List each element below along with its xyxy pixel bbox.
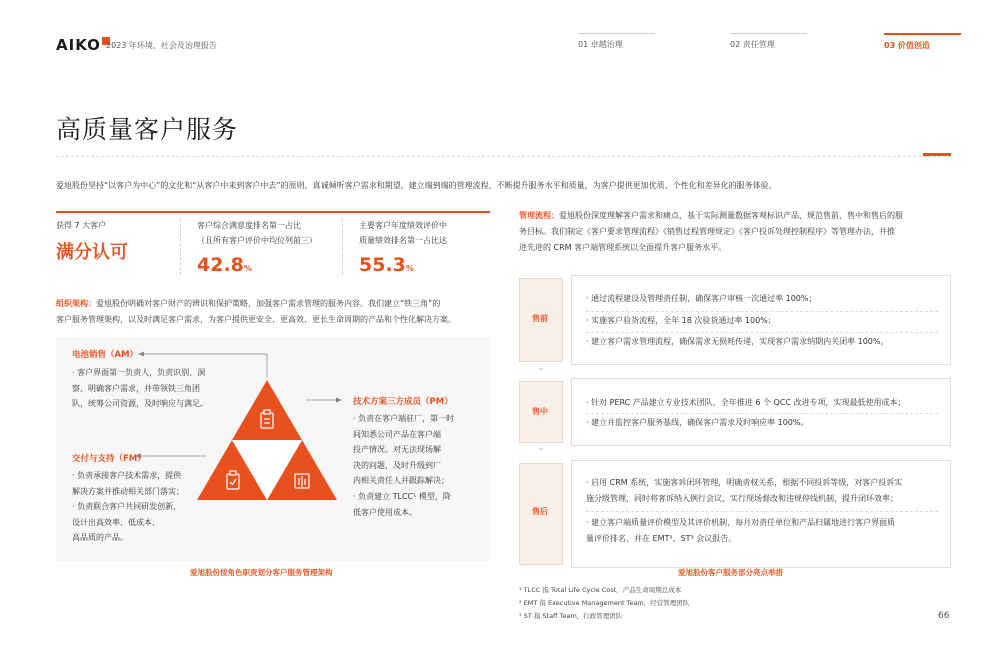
stage-insales [519, 378, 951, 444]
title-accent-bar [923, 153, 951, 156]
stat-label: 获得 7 大客户 [56, 221, 107, 230]
footnote-st: ³ ST 指 Staff Team，行政管理团队 [519, 612, 623, 620]
fm-title: 交付与支持（FM） [72, 454, 146, 464]
stage-divider [586, 413, 938, 414]
stat-divider [342, 219, 343, 275]
footnote-emt: ² EMT 指 Executive Management Team，经营管理团队 [519, 599, 690, 607]
stage-tag-label: 售前 [532, 314, 548, 323]
nav-responsibility[interactable]: 02 责任管理 [730, 33, 807, 50]
pm-arrow [336, 398, 342, 403]
stage-item: · 实施客户验货流程，全年 18 次验货通过率 100%； [586, 316, 776, 325]
process-paragraph-line2: 务目标。我们制定《客户要求管理流程》《销售过程管理规定》《客户投诉处理控制程序》等管理办法，并推 [519, 227, 895, 236]
stage-tag-label: 售后 [532, 507, 548, 516]
stages-caption: 爱旭股份客户服务部分亮点举措 [678, 568, 783, 577]
stat-sublabel: （且所有客户评价中均位列前三） [197, 236, 317, 245]
process-paragraph: 管理流程：爱旭股份深度理解客户需求和痛点，基于实际测量数据客观标识产品，规范售前、售中和售后的服 [519, 211, 903, 220]
pm-title: 技术方案三方成员（PM） [353, 397, 453, 407]
am-arrow [138, 352, 144, 357]
diagram-caption: 爱旭股份按角色职责划分客户服务管理架构 [190, 568, 333, 577]
stat-divider [180, 219, 181, 275]
footnote-tlcc: ¹ TLCC 指 Total Life Cycle Cost，产品生命周期总成本 [519, 586, 682, 594]
stat-label: 客户综合满意度排名第一占比 [197, 221, 301, 230]
stage-divider [586, 332, 938, 333]
page-number: 66 [938, 611, 950, 621]
stage-item: · 建立客户端质量评价模型及其评价机制，每月对责任单位和产品归属地进行客户界面质 [586, 518, 896, 527]
stage-item: · 建立客户需求管理流程，确保需求无损耗传递，实现客户需求纳期内关闭率 100%。 [586, 337, 889, 346]
stage-content-box [571, 460, 951, 568]
stage-presales [519, 275, 951, 365]
stat-value: 满分认可 [56, 242, 128, 263]
process-paragraph-line3: 进先进的 CRM 客户端管理系统以全面提升客户服务水平。 [519, 243, 727, 252]
aiko-logo: AIKO [56, 36, 110, 54]
stat-sublabel: 质量绩效排名第一占比达 [359, 236, 447, 245]
chevron-down-icon: ⌄ [537, 443, 545, 453]
org-paragraph: 组织架构：爱旭股份明确对客户财产的辨识和保护策略，加强客户需求管理的服务内容。我们建立“铁三角”的 [56, 299, 441, 308]
stat-value: 42.8% [197, 254, 252, 276]
stage-item: · 通过流程建设及管理责任制，确保客户审核一次通过率 100%； [586, 294, 817, 303]
stage-item: · 建立并监控客户服务基线，确保客户需求及时响应率 100%。 [586, 418, 809, 427]
stage-item: · 启用 CRM 系统，实施客诉闭环管理，明确责权关系，根据不同投诉等级，对客户投诉实 [586, 478, 903, 487]
nav-value-creation[interactable]: 03 价值创造 [884, 33, 961, 51]
am-title: 电池销售（AM） [72, 350, 139, 360]
stats-rule [56, 211, 490, 213]
stage-divider [586, 311, 938, 312]
org-paragraph-line2: 客户服务管理架构，以及时满足客户需求，为客户提供更安全、更高效、更长生命周期的产品和个性化解决方案。 [56, 315, 456, 324]
title-divider [56, 156, 951, 157]
stage-content-box [571, 378, 951, 446]
pm-description: · 负责在客户端驻厂，第一时 间知悉公司产品在客户端 投产情况。对无法现场解 决的问题，及时升级到厂 内相关责任人并跟踪解决； · 负责建立 TLCC¹ 模型，降 低客户使用成本。 [353, 414, 455, 517]
stage-tag-label: 售中 [532, 407, 548, 416]
stat-value: 55.3% [359, 254, 414, 276]
stage-content-box [571, 275, 951, 365]
page-title: 高质量客户服务 [56, 115, 239, 144]
nav-governance[interactable]: 01 卓越治理 [578, 33, 655, 50]
stat-label: 主要客户年度绩效评价中 [359, 221, 447, 230]
stage-aftersales [519, 460, 951, 566]
report-title: 2023 年环境、社会及治理报告 [106, 41, 217, 50]
intro-text: 爱旭股份坚持“以客户为中心”的文化和“从客户中来到客户中去”的原则，真诚倾听客户需求和期望，建立端到端的管理流程，不断提升服务水平和质量，为客户提供更加优质、个性化和差异化的服务体验。 [56, 181, 777, 190]
fm-description: · 负责承接客户技术需求，提供 解决方案并推动相关部门落实； · 负责联合客户共同研发创新， 设计出高效率、低成本、 高品质的产品。 [72, 471, 184, 543]
am-description: · 客户界面第一负责人，负责识别、洞 察、明确客户需求，并带领铁三角团 队，统筹公司资源，及时响应与满足。 [72, 368, 208, 409]
org-diagram-panel [56, 337, 490, 561]
stage-item-continued: 量评价排名，并在 EMT²、ST³ 会议报告。 [586, 534, 737, 543]
stage-divider [586, 511, 938, 512]
stage-item: · 针对 PERC 产品建立专业技术团队，全年推进 6 个 QCC 改进专项，实现最低使用成本； [586, 398, 906, 407]
stage-item-continued: 施分级管理，同时将客诉纳入例行会议，实行现场督改和违规停线机制，提升闭环效率； [586, 494, 898, 503]
chevron-down-icon: ⌄ [537, 363, 545, 373]
